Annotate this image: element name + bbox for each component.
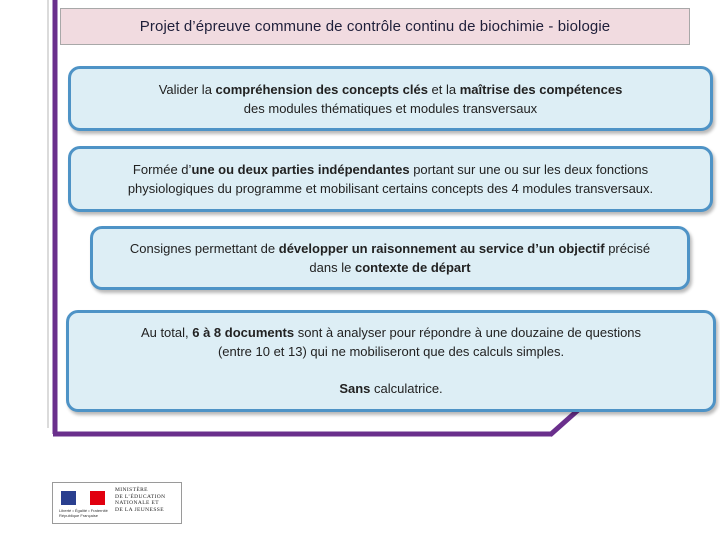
card-structure (68, 146, 713, 212)
card-line: physiologiques du programme et mobilisant certains concepts des 4 modules transversaux. (127, 181, 654, 196)
card-line: Sans calculatrice. (339, 381, 443, 396)
card-instructions (90, 226, 690, 290)
card-line: Consignes permettant de développer un raisonnement au service d’un objectif précisé (129, 241, 651, 256)
card-documents (66, 310, 716, 412)
card-line: dans le contexte de départ (309, 260, 471, 275)
card-line: des modules thématiques et modules transversaux (243, 100, 538, 116)
logo-motto: Liberté • Égalité • Fraternité République Française (59, 508, 108, 518)
page-title: Projet d’épreuve commune de contrôle continu de biochimie - biologie (60, 8, 690, 45)
card-objective (68, 66, 713, 131)
card-line: (entre 10 et 13) qui ne mobiliseront que des calculs simples. (217, 344, 565, 359)
ministry-logo (52, 482, 182, 524)
ministry-name: MINISTÈRE DE L’ÉDUCATION NATIONALE ET DE LA JEUNESSE (115, 487, 166, 513)
card-line: Formée d’une ou deux parties indépendantes portant sur une ou sur les deux fonctions (132, 162, 649, 177)
marianne-flag-icon (61, 491, 105, 505)
card-line: Valider la compréhension des concepts clés et la maîtrise des compétences (158, 81, 623, 97)
card-line: Au total, 6 à 8 documents sont à analyser pour répondre à une douzaine de questions (140, 325, 642, 340)
